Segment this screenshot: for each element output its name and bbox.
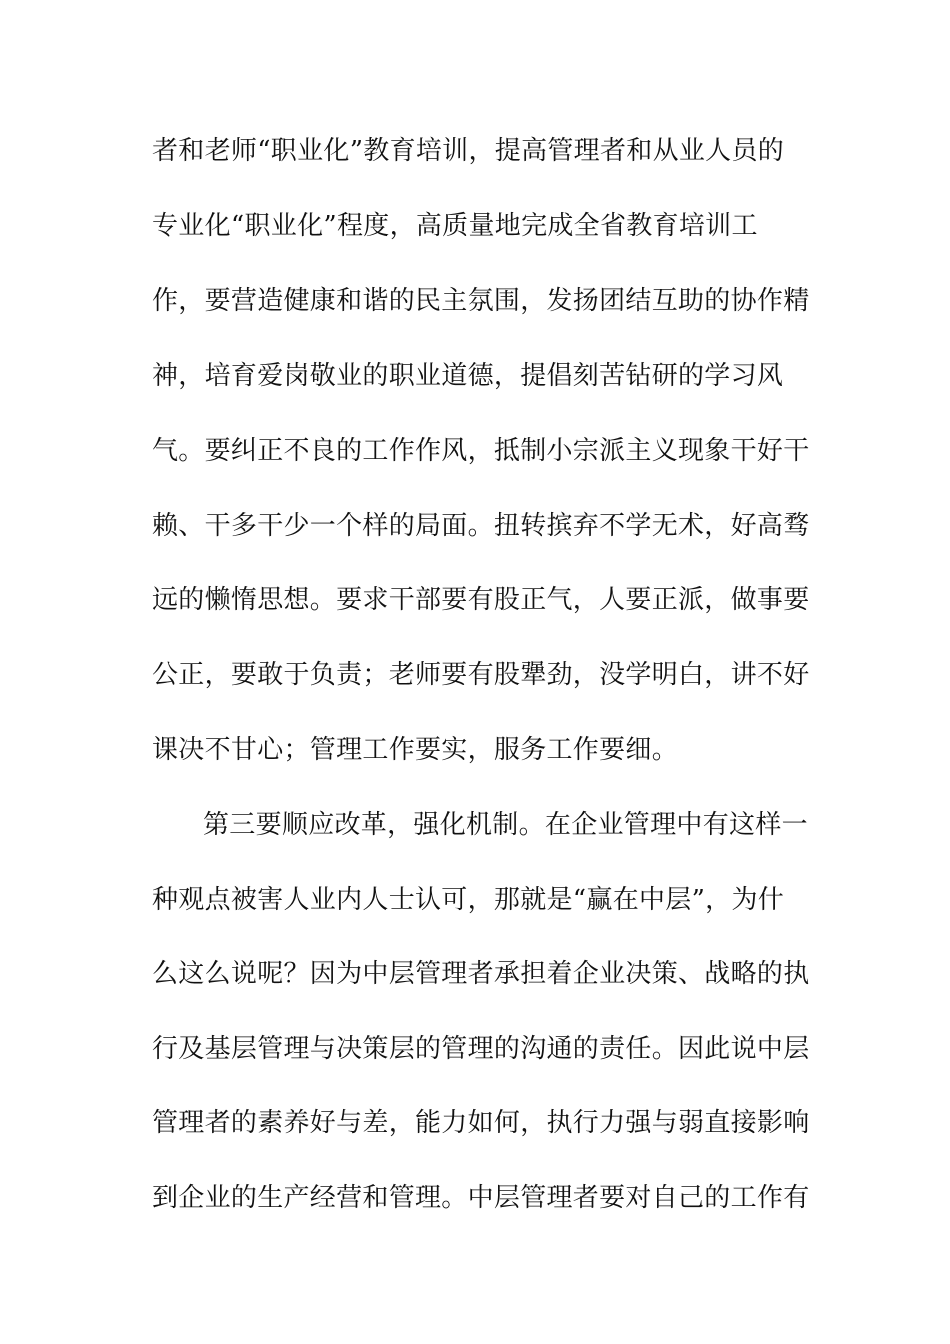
text-line: 种观点被害人业内人士认可，那就是“赢在中层”，为什 [152,885,785,915]
text-line: 作，要营造健康和谐的民主氛围，发扬团结互助的协作精 [152,286,810,316]
text-line: 行及基层管理与决策层的管理的沟通的责任。因此说中层 [152,1034,810,1064]
text-line: 神，培育爱岗敬业的职业道德，提倡刻苦钻研的学习风 [152,361,784,391]
text-line: 课决不甘心；管理工作要实，服务工作要细。 [152,735,679,765]
text-line: 气。要纠正不良的工作作风，抵制小宗派主义现象干好干 [152,436,810,466]
text-line: 专业化“职业化”程度，高质量地完成全省教育培训工 [152,211,758,241]
text-line: 公正，要敢于负责；老师要有股犟劲，没学明白，讲不好 [152,660,810,690]
text-line: 么这么说呢？因为中层管理者承担着企业决策、战略的执 [152,959,810,989]
text-line: 远的懒惰思想。要求干部要有股正气，人要正派，做事要 [152,585,810,615]
text-line: 到企业的生产经营和管理。中层管理者要对自己的工作有 [152,1183,810,1213]
text-line: 赖、干多干少一个样的局面。扭转摈弃不学无术，好高骛 [152,511,810,541]
paragraph-start-line: 第三要顺应改革，强化机制。在企业管理中有这样一 [203,810,808,840]
text-line: 者和老师“职业化”教育培训，提高管理者和从业人员的 [152,136,785,166]
text-line: 管理者的素养好与差，能力如何，执行力强与弱直接影响 [152,1108,810,1138]
